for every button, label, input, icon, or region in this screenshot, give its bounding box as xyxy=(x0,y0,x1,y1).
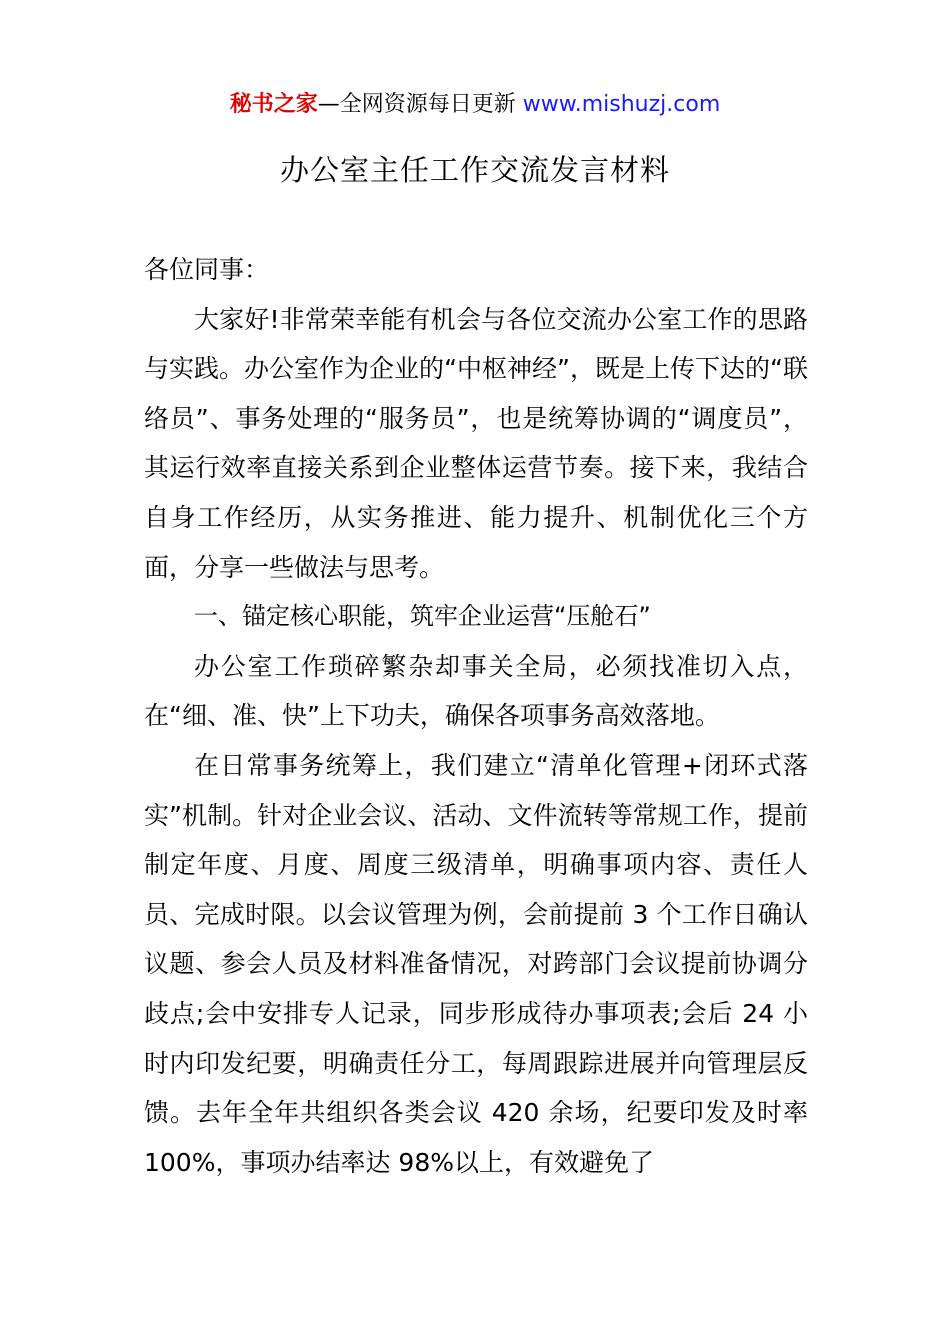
brand-name[interactable]: 秘书之家 xyxy=(229,92,318,117)
document-body xyxy=(144,245,808,1187)
salutation: 各位同事： xyxy=(144,255,270,284)
document-title: 办公室主任工作交流发言材料 xyxy=(279,153,670,187)
body-paragraph: 办公室工作琐碎繁杂却事关全局，必须找准切入点，在“细、准、快”上下功夫，确保各项事务高效落地。 xyxy=(144,651,808,731)
body-paragraph: 在日常事务统筹上，我们建立“清单化管理+闭环式落实”机制。针对企业会议、活动、文件流转等常规工作，提前制定年度、月度、周度三级清单，明确事项内容、责任人员、完成时限。以会议管理为例，会前提前 3 个工作日确认议题、参会人员及材料准备情况，对跨部门会议提前协调分歧点;会中安排专人记录，同步形成待办事项表;会后 24 小时内印发纪要，明确责任分工，每周跟踪进展并向管理层反馈。去年全年共组织各类会议 420 余场，纪要印发及时率 100%，事项办结率达 98%以上，有效避免了 xyxy=(144,750,808,1177)
section-heading: 一、锚定核心职能，筑牢企业运营“压舱石” xyxy=(194,602,651,631)
site-url-link[interactable]: www.mishuzj.com xyxy=(522,92,721,117)
body-paragraph: 大家好!非常荣幸能有机会与各位交流办公室工作的思路与实践。办公室作为企业的“中枢神经”，既是上传下达的“联络员”、事务处理的“服务员”，也是统筹协调的“调度员”，其运行效率直接关系到企业整体运营节奏。接下来，我结合自身工作经历，从实务推进、能力提升、机制优化三个方面，分享一些做法与思考。 xyxy=(144,304,808,582)
header-tagline: —全网资源每日更新 xyxy=(317,92,516,117)
site-header xyxy=(0,88,950,122)
